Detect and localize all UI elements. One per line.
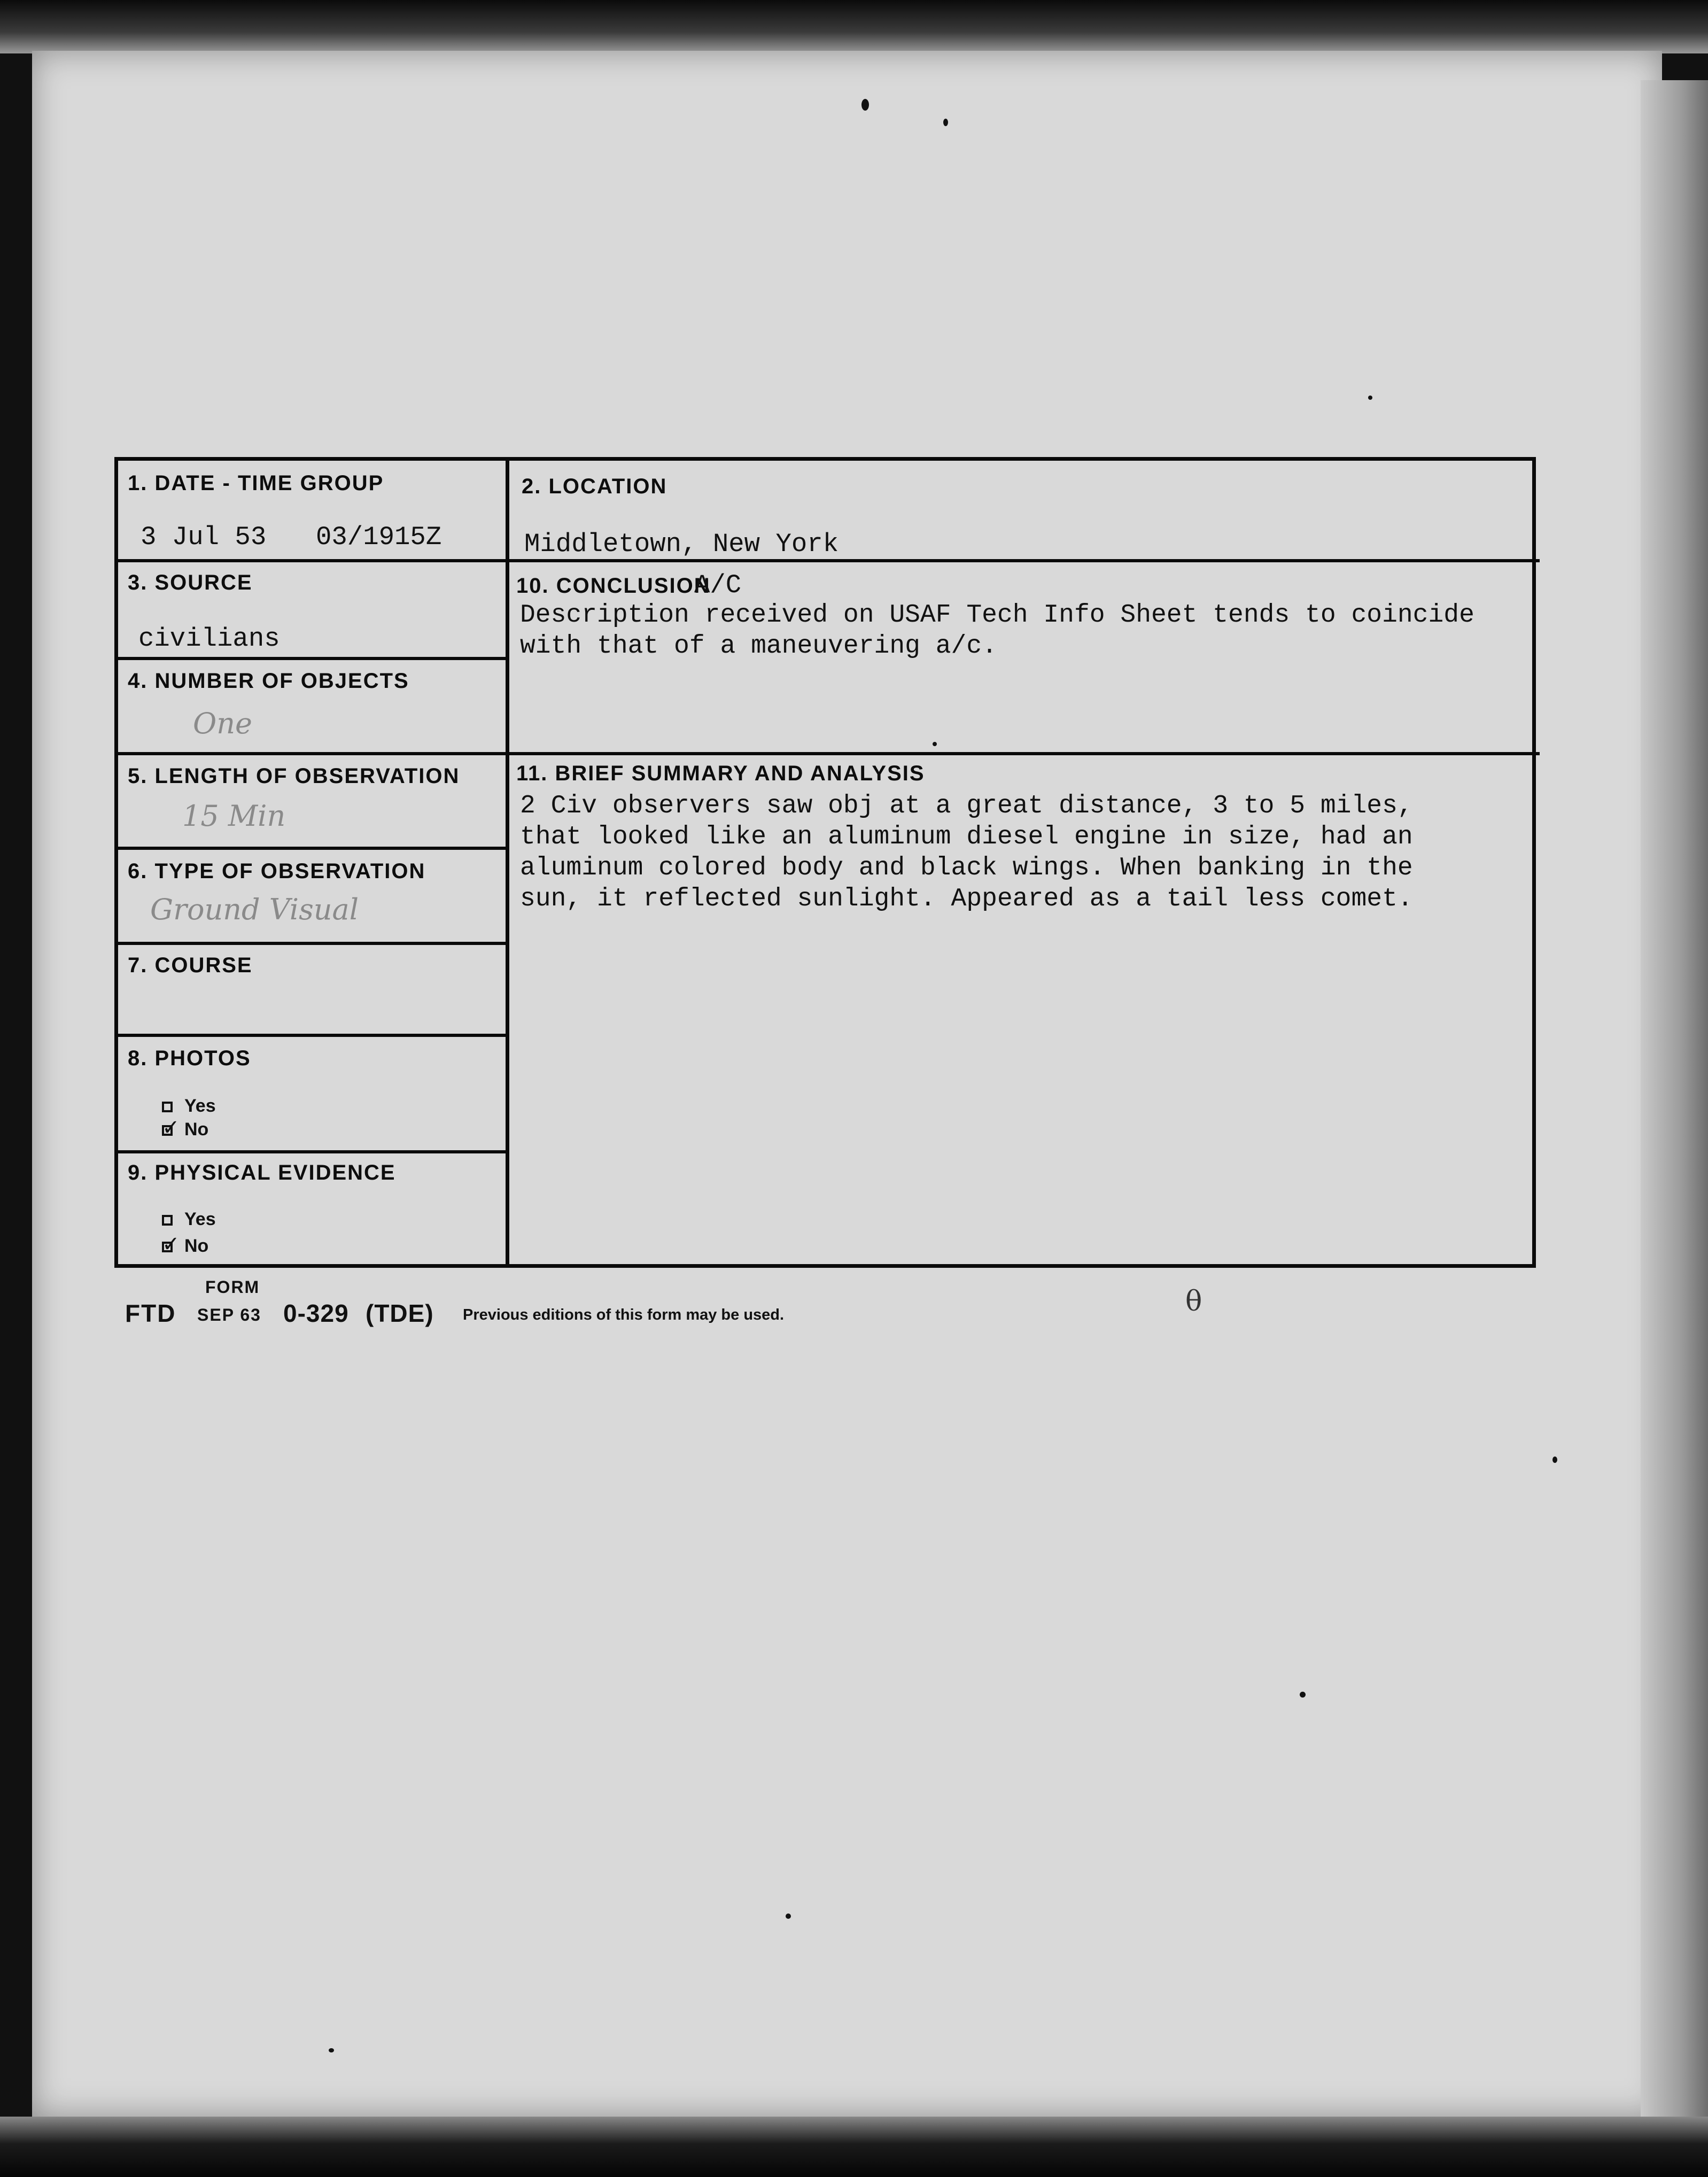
row-divider	[118, 657, 506, 660]
row-divider	[506, 559, 1540, 562]
photos-label: 8. PHOTOS	[128, 1047, 251, 1070]
scan-speck	[329, 2048, 334, 2052]
photos-no-checkbox	[162, 1125, 173, 1136]
evidence-yes-label: Yes	[184, 1209, 216, 1229]
type-of-observation-label: 6. TYPE OF OBSERVATION	[128, 859, 426, 883]
date-time-group-label: 1. DATE - TIME GROUP	[128, 471, 384, 495]
report-form	[114, 457, 1536, 1268]
handwritten-mark: θ	[1185, 1285, 1202, 1318]
type-of-observation-value: Ground Visual	[150, 893, 359, 926]
summary-label: 11. BRIEF SUMMARY AND ANALYSIS	[516, 762, 925, 785]
summary-text-line-3: aluminum colored body and black wings. When banking in the	[520, 854, 1413, 882]
scan-bottom-border	[0, 2117, 1708, 2177]
evidence-no-label: No	[184, 1236, 209, 1256]
location-label: 2. LOCATION	[522, 475, 667, 498]
conclusion-value: A/C	[694, 570, 742, 600]
date-value: 3 Jul 53	[141, 522, 267, 552]
footer-date: SEP 63	[197, 1305, 261, 1324]
scan-speck	[1368, 396, 1372, 400]
row-divider	[118, 559, 506, 562]
scan-speck	[1300, 1692, 1306, 1698]
source-label: 3. SOURCE	[128, 571, 253, 594]
scan-speck	[786, 1913, 791, 1919]
footer-ftd: FTD	[125, 1299, 176, 1327]
row-divider	[118, 942, 506, 945]
row-divider	[118, 752, 506, 755]
evidence-no-checkbox	[162, 1242, 173, 1252]
row-divider	[118, 1034, 506, 1037]
photos-no-label: No	[184, 1119, 209, 1140]
evidence-yes-checkbox	[162, 1215, 173, 1226]
location-value: Middletown, New York	[524, 529, 839, 559]
row-divider	[506, 752, 1540, 755]
scan-speck	[861, 99, 869, 111]
number-of-objects-label: 4. NUMBER OF OBJECTS	[128, 669, 409, 693]
conclusion-text-line-2: with that of a maneuvering a/c.	[520, 632, 997, 661]
source-value: civilians	[138, 624, 280, 654]
row-divider	[118, 1150, 506, 1153]
time-value: 03/1915Z	[316, 522, 442, 552]
photos-no-option	[162, 1119, 208, 1140]
conclusion-text-line-1: Description received on USAF Tech Info Sheet tends to coincide	[520, 601, 1474, 630]
footer-form-number: 0-329	[283, 1299, 349, 1327]
physical-evidence-label: 9. PHYSICAL EVIDENCE	[128, 1161, 396, 1184]
conclusion-label: 10. CONCLUSION	[516, 574, 711, 598]
summary-text-line-2: that looked like an aluminum diesel engine in size, had an	[520, 823, 1413, 851]
course-label: 7. COURSE	[128, 954, 253, 977]
scan-top-border	[0, 0, 1708, 53]
footer-office: (TDE)	[366, 1299, 434, 1327]
photos-yes-checkbox	[162, 1102, 173, 1112]
length-of-observation-label: 5. LENGTH OF OBSERVATION	[128, 764, 460, 788]
scan-right-edge	[1641, 80, 1708, 2122]
scan-speck	[1552, 1457, 1557, 1463]
number-of-objects-value: One	[193, 707, 253, 740]
photos-yes-option	[162, 1096, 216, 1117]
photos-yes-label: Yes	[184, 1096, 216, 1116]
summary-text-line-4: sun, it reflected sunlight. Appeared as a tail less comet.	[520, 885, 1413, 913]
row-divider	[118, 847, 506, 850]
evidence-yes-option	[162, 1209, 216, 1230]
column-divider	[506, 461, 509, 1264]
scan-speck	[943, 119, 948, 126]
length-of-observation-value: 15 Min	[182, 799, 286, 833]
evidence-no-option	[162, 1236, 208, 1257]
footer-form-word: FORM	[205, 1277, 260, 1297]
footer-note: Previous editions of this form may be used.	[463, 1306, 785, 1323]
summary-text-line-1: 2 Civ observers saw obj at a great distance, 3 to 5 miles,	[520, 792, 1413, 820]
